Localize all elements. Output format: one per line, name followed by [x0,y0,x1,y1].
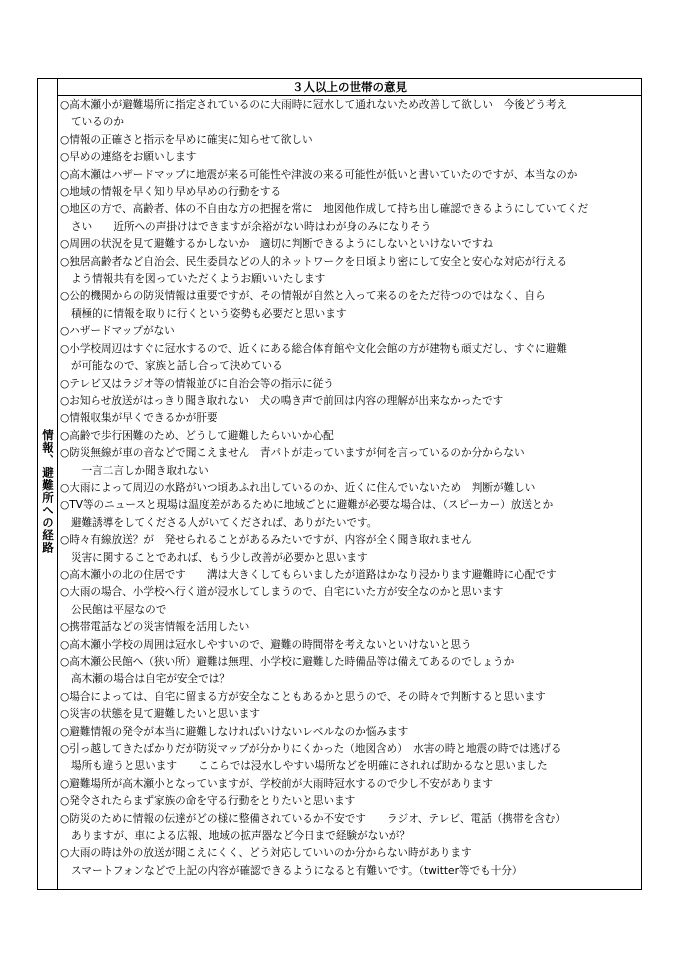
opinion-item [60,132,639,149]
opinion-text: ○公的機関からの防災情報は重要ですが、その情報が自然と入って来るのをただ待つのではなく、自ら [60,290,546,303]
opinion-item [60,376,639,393]
opinion-item [60,254,639,289]
opinion-text: ○避難情報の発令が本当に避難しなければいけないレベルなのか悩みます [60,725,409,738]
opinion-text: ○避難場所が高木瀬小となっていますが、学校前が大雨時冠水するので少し不安があります [60,777,493,790]
opinion-item [60,410,639,427]
opinion-text: ○高齢で歩行困難のため、どうして避難したらいいか心配 [60,429,334,442]
opinion-continuation: 一言二言しか聞き取れない [71,464,209,477]
opinion-item [60,776,639,793]
opinion-continuation: 避難誘導をしてくださる人がいてくだされば、ありがたいです。 [71,516,378,529]
opinion-text: ○発令されたらまず家族の命を守る行動をとりたいと思います [60,795,356,808]
opinion-continuation: スマートフォンなどで上記の内容が確認できるようになると有難いです。（twitter等でも十分） [71,864,523,877]
opinion-item [60,236,639,253]
category-column [38,79,58,889]
opinion-item [60,497,639,532]
opinion-text: ○防災のために情報の伝達がどの様に整備されているか不安です ラジオ、テレビ、電話（携帯を含む） [60,812,566,825]
opinion-continuation: よう情報共有を図っていただくようお願いいたします [71,273,326,286]
opinion-text: ○高木瀬小学校の周囲は冠水しやすいので、避難の時間帯を考えないといけないと思う [60,638,472,651]
opinion-item [60,428,639,445]
opinion-item [60,149,639,166]
opinion-item [60,201,639,236]
opinion-item [60,184,639,201]
opinion-text: ○引っ越してきたばかりだが防災マップが分かりにくかった（地図含め） 水害の時と地震の時では逃げる [60,743,562,756]
opinion-item [60,793,639,810]
opinion-text: ○高木瀬小の北の住居です 溝は大きくしてもらいましたが道路はかなり浸かります避難時に心配です [60,568,557,581]
opinion-continuation: 災害に関することであれば、もう少し改善が必要かと思います [71,551,368,564]
table-header: ３人以上の世帯の意見 [58,79,641,96]
opinion-item [60,445,639,480]
opinion-text: ○大雨の場合、小学校へ行く道が浸水してしまうので、自宅にいた方が安全なのかと思います [60,586,504,599]
opinion-item [60,637,639,654]
opinion-item [60,323,639,340]
opinion-item [60,532,639,567]
opinion-text: ○情報の正確さと指示を早めに確実に知らせて欲しい [60,133,313,146]
opinion-list [58,96,641,880]
opinion-item [60,689,639,706]
opinion-text: ○TV等のニュースと現場は温度差があるために地域ごとに避難が必要な場合は、（スピーカー）放送とか [60,499,554,512]
opinion-text: ○情報収集が早くできるかが肝要 [60,412,218,425]
opinion-continuation: ているのか [71,116,124,129]
opinion-continuation: 積極的に情報を取りに行くという姿勢も必要だと思います [71,307,347,320]
opinion-text: ○携帯電話などの災害情報を活用したい [60,621,250,634]
opinion-text: ○テレビ又はラジオ等の情報並びに自治会等の指示に従う [60,377,334,390]
opinion-item [60,706,639,723]
opinion-item [60,480,639,497]
opinion-item [60,393,639,410]
opinion-item [60,741,639,776]
opinion-text: ○地域の情報を早く知り早め早めの行動をする [60,186,282,199]
opinion-text: ○大雨によって周辺の水路がいつ頃あふれ出しているのか、近くに住んでいないため 判断が難しい [60,481,536,494]
opinion-table [37,78,642,890]
opinion-text: ○時々有線放送？が 発せられることがあるみたいですが、内容が全く聞き取れません [60,534,472,547]
opinion-item [60,341,639,376]
opinion-item [60,97,639,132]
category-label: 情報、避難所への経路 [41,429,55,554]
opinion-continuation: 場所も違うと思います ここらでは浸水しやすい場所などを明確にされれば助かるなと思いました [71,760,548,773]
opinion-text: ○高木瀬小が避難場所に指定されているのに大雨時に冠水して通れないため改善して欲しい 今後どう考え [60,99,568,111]
opinion-continuation: さい 近所への声掛けはできますが余裕がない時はわが身のみになりそう [71,220,432,233]
opinion-item [60,584,639,619]
opinion-text: ○高木瀬公民館へ（狭い所）避難は無理、小学校に避難した時備品等は備えてあるのでしょうか [60,656,515,668]
opinion-text: ○ハザードマップがない [60,325,175,338]
opinion-continuation: ありますが、車による広報、地域の拡声器など今日まで経験がないが？ [71,830,410,843]
opinion-text: ○周囲の状況を見て避難するかしないか 適切に判断できるようにしないといけないですね [60,238,493,251]
opinion-continuation: 公民館は平屋なので [71,603,167,616]
opinion-continuation: が可能なので、家族と話し合って決めている [71,360,283,373]
opinion-item [60,654,639,689]
opinion-text: ○お知らせ放送がはっきり聞き取れない 犬の鳴き声で前回は内容の理解が出来なかったです [60,394,504,407]
opinion-item [60,167,639,184]
opinion-text: ○早めの連絡をお願いします [60,151,197,164]
opinion-text: ○独居高齢者など自治会、民生委員などの人的ネットワークを日頃より密にして安全と安心な対応が行える [60,255,568,268]
opinion-text: ○高木瀬はハザードマップに地震が来る可能性や津波の来る可能性が低いと書いていたのですが、本当なのか [60,168,578,181]
opinion-item [60,288,639,323]
opinion-text: ○災害の状態を見て避難したいと思います [60,708,260,721]
opinion-item [60,724,639,741]
opinion-text: ○防災無線が車の音などで聞こえません 青パトが走っていますが何を言っているのか分からない [60,447,525,460]
opinions-column [58,79,641,889]
opinion-text: ○小学校周辺はすぐに冠水するので、近くにある総合体育館や文化会館の方が建物も頑丈だし、すぐに避難 [60,342,567,355]
opinion-item [60,619,639,636]
opinion-item [60,567,639,584]
opinion-item [60,845,639,880]
opinion-item [60,811,639,846]
opinion-text: ○場合によっては、自宅に留まる方が安全なこともあるかと思うので、その時々で判断すると思います [60,690,546,703]
opinion-text: ○大雨の時は外の放送が聞こえにくく、どう対応していいのか分からない時があります [60,847,472,860]
opinion-text: ○地区の方で、高齢者、体の不自由な方の把握を常に 地図他作成して持ち出し確認できるようにしていてくだ [60,203,589,216]
opinion-continuation: 高木瀬の場合は自宅が安全では？ [71,673,230,686]
